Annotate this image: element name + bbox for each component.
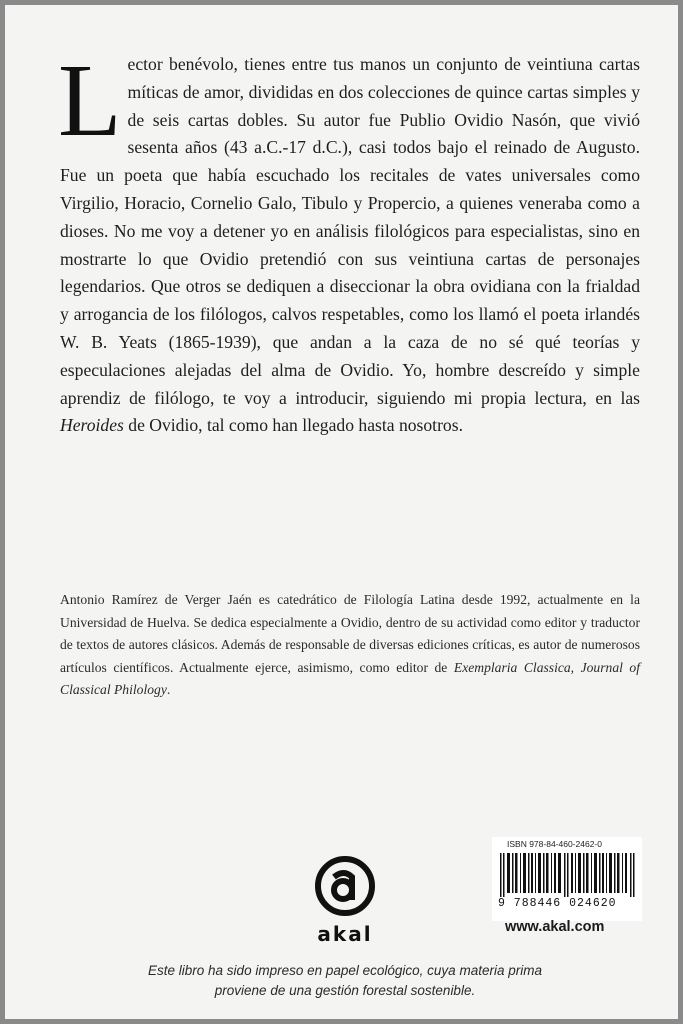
barcode-number: 9 788446 024620 bbox=[498, 897, 617, 910]
akal-logo-icon bbox=[314, 855, 376, 917]
blurb-text-end: de Ovidio, tal como han llegado hasta nosotros. bbox=[128, 415, 463, 436]
blurb-italic-title: Heroides bbox=[60, 415, 124, 436]
author-bio bbox=[60, 589, 640, 702]
barcode-bars bbox=[498, 853, 638, 897]
eco-note-line-1: Este libro ha sido impreso en papel ecológico, cuya materia prima bbox=[148, 963, 542, 978]
bio-end: . bbox=[166, 682, 171, 698]
barcode bbox=[492, 837, 642, 921]
bio-text: Antonio Ramírez de Verger Jaén es catedrático de Filología Latina desde 1992, actualmente en la Universidad de Huelva. Se dedica especialmente a Ovidio, dentro de su actividad como editor y traductor de textos de autores clásicos. Además de responsable de diversas ediciones críticas, es autor de numerosos artículos científicos. Actualmente ejerce, asimismo, como editor de bbox=[60, 592, 640, 675]
blurb-text: ector benévolo, tienes entre tus manos un conjunto de veintiuna cartas míticas de amor, divididas en dos colecciones de quince cartas simples y de seis cartas dobles. Su autor fue Publio Ovidio Nasón, que vivió sesenta años (43 a.C.-17 d.C.), casi todos bajo el reinado de Augusto. Fue un poeta que había escuchado los recitales de vates universales como Virgilio, Horacio, Cornelio Galo, Tibulo y Propercio, a quienes veneraba como a dioses. No me voy a detener yo en análisis filológicos para especialistas, sino en mostrarte lo que Ovidio pretendió con sus veintiuna cartas de personajes legendarios. Que otros se dediquen a diseccionar la obra ovidiana con la frialdad y arrogancia de los filólogos, calvos respetables, como los llamó el poeta irlandés W. B. Yeats (1865-1939), que andan a la caza de no sé qué teorías y especulaciones alejadas del alma de Ovidio. Yo, hombre descreído y simple aprendiz de filólogo, te voy a introducir, siguiendo mi propia lectura, en las bbox=[60, 54, 640, 408]
isbn-label: ISBN 978-84-460-2462-0 bbox=[507, 839, 602, 849]
eco-note-line-2: proviene de una gestión forestal sostenible. bbox=[214, 983, 476, 998]
back-cover bbox=[5, 5, 678, 1019]
drop-cap: L bbox=[58, 43, 122, 158]
publisher-website: www.akal.com bbox=[505, 919, 605, 935]
publisher-logo bbox=[300, 855, 390, 945]
blurb-paragraph bbox=[58, 43, 640, 440]
logo-text: akal bbox=[317, 922, 373, 946]
bio-journal: Exemplaria Classica, Journal of Classical Philology bbox=[60, 659, 640, 698]
eco-note bbox=[65, 961, 625, 1001]
